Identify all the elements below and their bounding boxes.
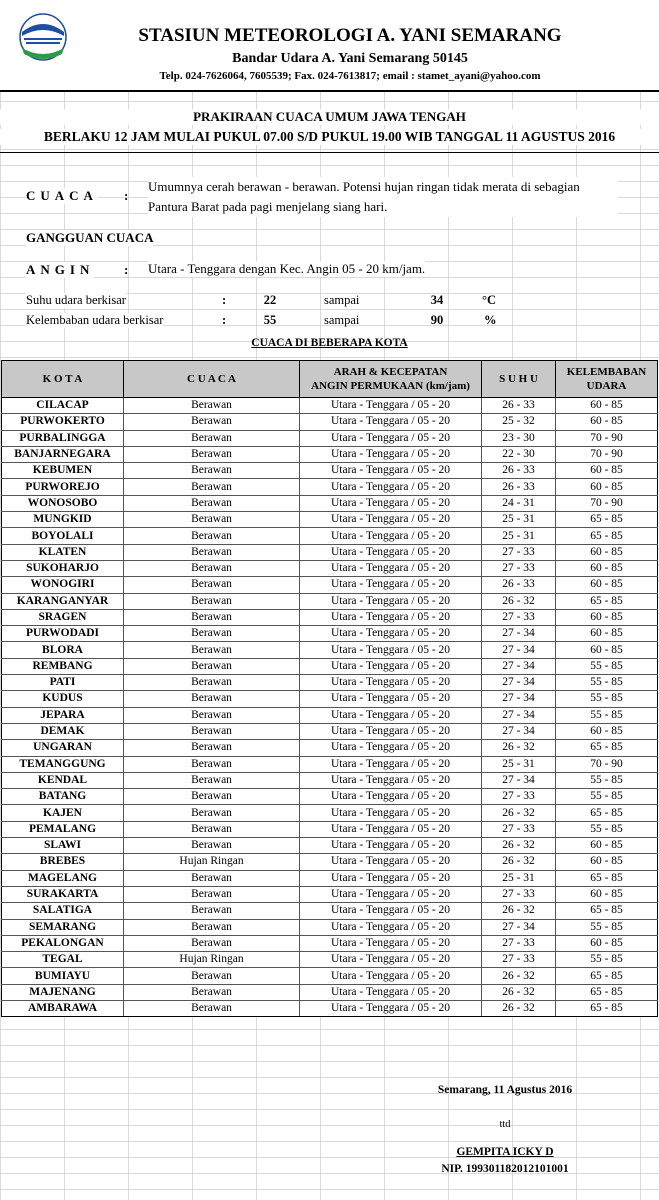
table-row xyxy=(2,463,658,479)
ttd-note: ttd xyxy=(499,1119,511,1130)
table-row xyxy=(2,691,658,707)
gangguan-label: GANGGUAN CUACA xyxy=(26,230,154,245)
city-temperature: 27 - 34 xyxy=(482,642,556,658)
city-weather: Berawan xyxy=(124,560,300,576)
header-angin-line-2: ANGIN PERMUKAAN (km/jam) xyxy=(311,380,470,392)
forecast-title: PRAKIRAAN CUACA UMUM JAWA TENGAH xyxy=(0,109,659,125)
header-angin-line-1: ARAH & KECEPATAN xyxy=(333,366,448,378)
suhu-max: 34 xyxy=(430,293,444,307)
city-wind: Utara - Tenggara / 05 - 20 xyxy=(300,626,482,642)
city-name: KAJEN xyxy=(2,805,124,821)
city-weather: Berawan xyxy=(124,609,300,625)
city-humidity: 70 - 90 xyxy=(556,756,658,772)
header-kelembaban-line-2: UDARA xyxy=(586,380,627,392)
city-temperature: 27 - 33 xyxy=(482,560,556,576)
table-row xyxy=(2,870,658,886)
city-weather: Berawan xyxy=(124,528,300,544)
city-humidity: 60 - 85 xyxy=(556,886,658,902)
city-wind: Utara - Tenggara / 05 - 20 xyxy=(300,463,482,479)
city-humidity: 60 - 85 xyxy=(556,609,658,625)
suhu-colon: : xyxy=(222,293,227,307)
cuaca-description xyxy=(148,177,618,217)
city-humidity: 65 - 85 xyxy=(556,968,658,984)
city-humidity: 60 - 85 xyxy=(556,398,658,414)
city-wind: Utara - Tenggara / 05 - 20 xyxy=(300,723,482,739)
city-name: REMBANG xyxy=(2,658,124,674)
city-temperature: 26 - 33 xyxy=(482,479,556,495)
table-row xyxy=(2,838,658,854)
city-wind: Utara - Tenggara / 05 - 20 xyxy=(300,414,482,430)
city-wind: Utara - Tenggara / 05 - 20 xyxy=(300,984,482,1000)
city-humidity: 60 - 85 xyxy=(556,544,658,560)
city-weather: Berawan xyxy=(124,691,300,707)
city-temperature: 25 - 32 xyxy=(482,414,556,430)
table-row xyxy=(2,1000,658,1016)
table-row xyxy=(2,675,658,691)
city-humidity: 60 - 85 xyxy=(556,935,658,951)
city-weather: Berawan xyxy=(124,593,300,609)
city-wind: Utara - Tenggara / 05 - 20 xyxy=(300,821,482,837)
city-temperature: 24 - 31 xyxy=(482,495,556,511)
table-row xyxy=(2,609,658,625)
suhu-label: Suhu udara berkisar xyxy=(26,293,126,307)
table-row xyxy=(2,398,658,414)
city-humidity: 65 - 85 xyxy=(556,984,658,1000)
city-wind: Utara - Tenggara / 05 - 20 xyxy=(300,593,482,609)
city-name: BOYOLALI xyxy=(2,528,124,544)
city-temperature: 27 - 34 xyxy=(482,626,556,642)
city-temperature: 22 - 30 xyxy=(482,446,556,462)
city-name: JEPARA xyxy=(2,707,124,723)
forecast-validity: BERLAKU 12 JAM MULAI PUKUL 07.00 S/D PUKUL 19.00 WIB TANGGAL 11 AGUSTUS 2016 xyxy=(0,129,659,145)
header-suhu: S U H U xyxy=(482,361,556,398)
city-name: SEMARANG xyxy=(2,919,124,935)
city-name: BUMIAYU xyxy=(2,968,124,984)
city-weather: Berawan xyxy=(124,577,300,593)
city-humidity: 55 - 85 xyxy=(556,691,658,707)
city-temperature: 26 - 32 xyxy=(482,593,556,609)
city-name: KLATEN xyxy=(2,544,124,560)
city-wind: Utara - Tenggara / 05 - 20 xyxy=(300,1000,482,1016)
table-row xyxy=(2,544,658,560)
table-row xyxy=(2,821,658,837)
city-temperature: 27 - 34 xyxy=(482,723,556,739)
station-address: Bandar Udara A. Yani Semarang 50145 xyxy=(232,51,468,66)
city-temperature: 26 - 33 xyxy=(482,398,556,414)
city-temperature: 26 - 33 xyxy=(482,577,556,593)
table-caption: CUACA DI BEBERAPA KOTA xyxy=(251,337,408,349)
angin-label: ANGIN xyxy=(26,262,95,277)
city-humidity: 60 - 85 xyxy=(556,854,658,870)
city-wind: Utara - Tenggara / 05 - 20 xyxy=(300,740,482,756)
kelembaban-max: 90 xyxy=(430,313,444,327)
city-name: PURWODADI xyxy=(2,626,124,642)
city-wind: Utara - Tenggara / 05 - 20 xyxy=(300,544,482,560)
city-temperature: 27 - 34 xyxy=(482,772,556,788)
city-wind: Utara - Tenggara / 05 - 20 xyxy=(300,968,482,984)
city-name: BLORA xyxy=(2,642,124,658)
city-humidity: 60 - 85 xyxy=(556,560,658,576)
city-humidity: 55 - 85 xyxy=(556,952,658,968)
city-weather: Berawan xyxy=(124,821,300,837)
city-humidity: 55 - 85 xyxy=(556,821,658,837)
city-weather: Berawan xyxy=(124,675,300,691)
city-temperature: 27 - 33 xyxy=(482,821,556,837)
table-row xyxy=(2,903,658,919)
signatory-name: GEMPITA ICKY D xyxy=(456,1146,554,1158)
table-row xyxy=(2,886,658,902)
city-temperature: 25 - 31 xyxy=(482,870,556,886)
table-row xyxy=(2,642,658,658)
cuaca-line-2: Pantura Barat pada pagi menjelang siang hari. xyxy=(148,199,388,214)
city-name: DEMAK xyxy=(2,723,124,739)
table-row xyxy=(2,919,658,935)
city-wind: Utara - Tenggara / 05 - 20 xyxy=(300,935,482,951)
city-name: CILACAP xyxy=(2,398,124,414)
table-row xyxy=(2,935,658,951)
city-temperature: 27 - 34 xyxy=(482,658,556,674)
city-humidity: 60 - 85 xyxy=(556,463,658,479)
table-row xyxy=(2,577,658,593)
signatory-nip: NIP. 199301182012101001 xyxy=(441,1163,569,1175)
city-name: MAJENANG xyxy=(2,984,124,1000)
table-row xyxy=(2,414,658,430)
city-humidity: 55 - 85 xyxy=(556,707,658,723)
city-weather: Berawan xyxy=(124,968,300,984)
table-row xyxy=(2,495,658,511)
station-contact: Telp. 024-7626064, 7605539; Fax. 024-7613817; email : stamet_ayani@yahoo.com xyxy=(159,70,541,82)
city-weather: Berawan xyxy=(124,723,300,739)
city-weather: Berawan xyxy=(124,740,300,756)
city-wind: Utara - Tenggara / 05 - 20 xyxy=(300,398,482,414)
city-weather: Berawan xyxy=(124,935,300,951)
city-weather: Berawan xyxy=(124,903,300,919)
city-name: SUKOHARJO xyxy=(2,560,124,576)
city-wind: Utara - Tenggara / 05 - 20 xyxy=(300,854,482,870)
city-weather: Berawan xyxy=(124,707,300,723)
city-wind: Utara - Tenggara / 05 - 20 xyxy=(300,756,482,772)
city-temperature: 25 - 31 xyxy=(482,528,556,544)
city-weather: Berawan xyxy=(124,886,300,902)
table-row xyxy=(2,430,658,446)
city-wind: Utara - Tenggara / 05 - 20 xyxy=(300,675,482,691)
table-row xyxy=(2,479,658,495)
city-name: TEMANGGUNG xyxy=(2,756,124,772)
city-weather: Berawan xyxy=(124,838,300,854)
header-cuaca: C U A C A xyxy=(124,361,300,398)
suhu-unit: °C xyxy=(482,293,497,307)
city-temperature: 25 - 31 xyxy=(482,756,556,772)
city-humidity: 65 - 85 xyxy=(556,870,658,886)
city-name: WONOGIRI xyxy=(2,577,124,593)
city-name: SALATIGA xyxy=(2,903,124,919)
city-name: SURAKARTA xyxy=(2,886,124,902)
city-temperature: 26 - 32 xyxy=(482,854,556,870)
city-weather: Berawan xyxy=(124,430,300,446)
cuaca-colon: : xyxy=(124,188,129,203)
city-humidity: 70 - 90 xyxy=(556,495,658,511)
city-humidity: 70 - 90 xyxy=(556,430,658,446)
city-weather: Berawan xyxy=(124,463,300,479)
city-temperature: 26 - 32 xyxy=(482,903,556,919)
city-temperature: 25 - 31 xyxy=(482,512,556,528)
city-wind: Utara - Tenggara / 05 - 20 xyxy=(300,772,482,788)
city-name: KEBUMEN xyxy=(2,463,124,479)
cuaca-line-1: Umumnya cerah berawan - berawan. Potensi hujan ringan tidak merata di sebagian xyxy=(148,179,580,194)
table-row xyxy=(2,707,658,723)
city-humidity: 60 - 85 xyxy=(556,642,658,658)
bmkg-logo-icon xyxy=(18,12,68,70)
city-humidity: 55 - 85 xyxy=(556,772,658,788)
station-title: STASIUN METEOROLOGI A. YANI SEMARANG xyxy=(138,25,562,46)
city-weather: Berawan xyxy=(124,919,300,935)
city-name: PURWOREJO xyxy=(2,479,124,495)
city-name: PURWOKERTO xyxy=(2,414,124,430)
city-weather: Berawan xyxy=(124,642,300,658)
city-humidity: 60 - 85 xyxy=(556,414,658,430)
city-humidity: 55 - 85 xyxy=(556,919,658,935)
angin-description: Utara - Tenggara dengan Kec. Angin 05 - 20 km/jam. xyxy=(148,261,426,276)
header-divider xyxy=(0,90,659,92)
city-temperature: 27 - 34 xyxy=(482,707,556,723)
city-wind: Utara - Tenggara / 05 - 20 xyxy=(300,919,482,935)
city-humidity: 60 - 85 xyxy=(556,479,658,495)
city-temperature: 26 - 32 xyxy=(482,838,556,854)
city-temperature: 27 - 34 xyxy=(482,675,556,691)
kelembaban-sep: sampai xyxy=(324,313,360,327)
city-wind: Utara - Tenggara / 05 - 20 xyxy=(300,495,482,511)
suhu-min: 22 xyxy=(263,293,277,307)
city-humidity: 65 - 85 xyxy=(556,593,658,609)
table-row xyxy=(2,772,658,788)
city-temperature: 27 - 33 xyxy=(482,544,556,560)
city-name: PURBALINGGA xyxy=(2,430,124,446)
city-wind: Utara - Tenggara / 05 - 20 xyxy=(300,528,482,544)
city-humidity: 70 - 90 xyxy=(556,446,658,462)
table-row xyxy=(2,446,658,462)
city-weather: Berawan xyxy=(124,512,300,528)
city-humidity: 65 - 85 xyxy=(556,1000,658,1016)
table-row xyxy=(2,740,658,756)
city-temperature: 27 - 33 xyxy=(482,952,556,968)
city-temperature: 26 - 32 xyxy=(482,984,556,1000)
angin-colon: : xyxy=(124,262,129,277)
table-row xyxy=(2,593,658,609)
city-name: KENDAL xyxy=(2,772,124,788)
city-wind: Utara - Tenggara / 05 - 20 xyxy=(300,430,482,446)
city-wind: Utara - Tenggara / 05 - 20 xyxy=(300,577,482,593)
city-name: UNGARAN xyxy=(2,740,124,756)
city-name: SRAGEN xyxy=(2,609,124,625)
city-humidity: 65 - 85 xyxy=(556,903,658,919)
table-row xyxy=(2,968,658,984)
city-name: AMBARAWA xyxy=(2,1000,124,1016)
table-row xyxy=(2,560,658,576)
city-wind: Utara - Tenggara / 05 - 20 xyxy=(300,805,482,821)
kelembaban-label: Kelembaban udara berkisar xyxy=(26,313,164,327)
city-temperature: 26 - 33 xyxy=(482,463,556,479)
city-weather: Berawan xyxy=(124,658,300,674)
city-wind: Utara - Tenggara / 05 - 20 xyxy=(300,658,482,674)
suhu-sep: sampai xyxy=(324,293,360,307)
city-wind: Utara - Tenggara / 05 - 20 xyxy=(300,838,482,854)
city-humidity: 65 - 85 xyxy=(556,740,658,756)
city-weather: Berawan xyxy=(124,398,300,414)
city-temperature: 26 - 32 xyxy=(482,740,556,756)
city-temperature: 27 - 34 xyxy=(482,691,556,707)
table-row xyxy=(2,805,658,821)
table-row xyxy=(2,756,658,772)
city-humidity: 55 - 85 xyxy=(556,789,658,805)
city-weather: Berawan xyxy=(124,772,300,788)
city-name: BATANG xyxy=(2,789,124,805)
city-wind: Utara - Tenggara / 05 - 20 xyxy=(300,707,482,723)
table-row xyxy=(2,626,658,642)
city-weather: Berawan xyxy=(124,870,300,886)
city-name: WONOSOBO xyxy=(2,495,124,511)
city-wind: Utara - Tenggara / 05 - 20 xyxy=(300,479,482,495)
city-name: MAGELANG xyxy=(2,870,124,886)
cuaca-label: CUACA xyxy=(26,188,98,203)
city-humidity: 60 - 85 xyxy=(556,626,658,642)
city-weather: Berawan xyxy=(124,479,300,495)
city-temperature: 26 - 32 xyxy=(482,968,556,984)
city-temperature: 27 - 34 xyxy=(482,919,556,935)
city-temperature: 27 - 33 xyxy=(482,935,556,951)
city-temperature: 26 - 32 xyxy=(482,805,556,821)
city-wind: Utara - Tenggara / 05 - 20 xyxy=(300,952,482,968)
kelembaban-unit: % xyxy=(484,313,497,327)
city-temperature: 23 - 30 xyxy=(482,430,556,446)
city-name: PEKALONGAN xyxy=(2,935,124,951)
city-name: TEGAL xyxy=(2,952,124,968)
city-weather: Berawan xyxy=(124,626,300,642)
city-name: PEMALANG xyxy=(2,821,124,837)
table-row xyxy=(2,952,658,968)
city-humidity: 60 - 85 xyxy=(556,723,658,739)
city-humidity: 65 - 85 xyxy=(556,528,658,544)
city-temperature: 27 - 33 xyxy=(482,609,556,625)
city-humidity: 60 - 85 xyxy=(556,838,658,854)
city-wind: Utara - Tenggara / 05 - 20 xyxy=(300,691,482,707)
city-humidity: 55 - 85 xyxy=(556,658,658,674)
city-name: KUDUS xyxy=(2,691,124,707)
city-name: BREBES xyxy=(2,854,124,870)
city-humidity: 65 - 85 xyxy=(556,512,658,528)
city-wind: Utara - Tenggara / 05 - 20 xyxy=(300,560,482,576)
city-weather: Berawan xyxy=(124,805,300,821)
table-row xyxy=(2,854,658,870)
header-kelembaban-line-1: KELEMBABAN xyxy=(566,366,647,378)
city-name: KARANGANYAR xyxy=(2,593,124,609)
city-weather: Berawan xyxy=(124,414,300,430)
city-wind: Utara - Tenggara / 05 - 20 xyxy=(300,870,482,886)
city-humidity: 60 - 85 xyxy=(556,577,658,593)
kelembaban-colon: : xyxy=(222,313,227,327)
city-temperature: 26 - 32 xyxy=(482,1000,556,1016)
header-kelembaban xyxy=(556,361,658,398)
city-weather: Berawan xyxy=(124,756,300,772)
table-row xyxy=(2,528,658,544)
city-temperature: 27 - 33 xyxy=(482,789,556,805)
city-name: MUNGKID xyxy=(2,512,124,528)
validity-divider xyxy=(0,152,659,153)
city-weather: Berawan xyxy=(124,984,300,1000)
city-weather-table xyxy=(1,360,658,1017)
table-row xyxy=(2,658,658,674)
city-wind: Utara - Tenggara / 05 - 20 xyxy=(300,446,482,462)
city-weather: Berawan xyxy=(124,789,300,805)
city-weather: Berawan xyxy=(124,1000,300,1016)
city-name: PATI xyxy=(2,675,124,691)
header-kota: K O T A xyxy=(2,361,124,398)
header-angin xyxy=(300,361,482,398)
city-weather: Berawan xyxy=(124,544,300,560)
city-weather: Hujan Ringan xyxy=(124,854,300,870)
city-name: BANJARNEGARA xyxy=(2,446,124,462)
table-row xyxy=(2,789,658,805)
table-row xyxy=(2,723,658,739)
place-date: Semarang, 11 Agustus 2016 xyxy=(437,1084,573,1096)
city-temperature: 27 - 33 xyxy=(482,886,556,902)
city-humidity: 55 - 85 xyxy=(556,675,658,691)
city-weather: Hujan Ringan xyxy=(124,952,300,968)
city-humidity: 65 - 85 xyxy=(556,805,658,821)
city-wind: Utara - Tenggara / 05 - 20 xyxy=(300,903,482,919)
table-row xyxy=(2,984,658,1000)
city-wind: Utara - Tenggara / 05 - 20 xyxy=(300,609,482,625)
table-header-row xyxy=(2,361,658,398)
city-wind: Utara - Tenggara / 05 - 20 xyxy=(300,642,482,658)
city-wind: Utara - Tenggara / 05 - 20 xyxy=(300,886,482,902)
table-row xyxy=(2,512,658,528)
kelembaban-min: 55 xyxy=(263,313,277,327)
city-weather: Berawan xyxy=(124,446,300,462)
city-weather: Berawan xyxy=(124,495,300,511)
city-wind: Utara - Tenggara / 05 - 20 xyxy=(300,512,482,528)
city-wind: Utara - Tenggara / 05 - 20 xyxy=(300,789,482,805)
city-name: SLAWI xyxy=(2,838,124,854)
